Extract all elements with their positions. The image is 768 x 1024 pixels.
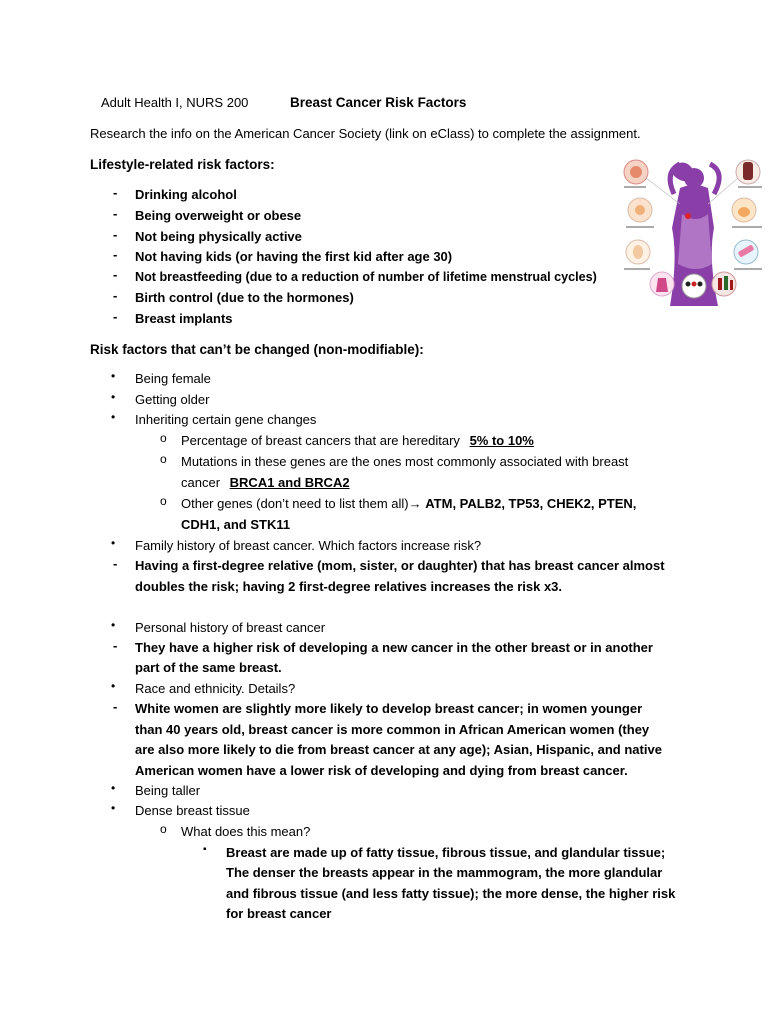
- question-text: Percentage of breast cancers that are hereditary: [181, 433, 460, 448]
- list-item: [181, 494, 636, 514]
- question-text: Personal history of breast cancer: [135, 620, 326, 635]
- answer-text: White women are slightly more likely to develop breast cancer; in women younger: [135, 701, 643, 716]
- answer-text: CDH1, and STK11: [181, 517, 291, 532]
- answer-text: part of the same breast.: [135, 660, 282, 675]
- question-text: cancer: [181, 475, 221, 490]
- answer-text: American women have a lower risk of developing and dying from breast cancer.: [135, 763, 628, 778]
- list-item: Being female: [135, 371, 211, 386]
- nonmodifiable-heading: Risk factors that can’t be changed (non-modifiable):: [90, 342, 424, 357]
- question-text: Family history of breast cancer. Which factors increase risk?: [135, 538, 482, 553]
- question-text: Other genes (don’t need to list them all): [181, 496, 409, 511]
- answer-text: BRCA1 and BRCA2: [229, 475, 350, 490]
- list-circle: o: [160, 431, 167, 445]
- question-text: Mutations in these genes are the ones most commonly associated with breast: [181, 454, 629, 469]
- answer-text: ATM, PALB2, TP53, CHEK2, PTEN,: [425, 496, 637, 511]
- list-item: Getting older: [135, 392, 210, 407]
- list-item: Birth control (due to the hormones): [135, 290, 354, 305]
- list-item: Not being physically active: [135, 229, 302, 244]
- list-bullet: •: [111, 536, 116, 550]
- answer-text: and fibrous tissue (and less fatty tissue); the more dense, the higher risk: [226, 886, 676, 901]
- answer-text: The denser the breasts appear in the mammogram, the more glandular: [226, 865, 663, 880]
- list-bullet: •: [111, 679, 116, 693]
- list-dash: -: [113, 309, 118, 324]
- answer-text: doubles the risk; having 2 first-degree relatives increases the risk x3.: [135, 579, 563, 594]
- page-title: Breast Cancer Risk Factors: [290, 95, 467, 110]
- list-circle: o: [160, 452, 167, 466]
- intro-text: Research the info on the American Cancer Society (link on eClass) to complete the assignment.: [90, 126, 641, 141]
- list-dash: -: [113, 227, 118, 242]
- list-item: Breast implants: [135, 311, 233, 326]
- list-item: [181, 473, 356, 493]
- answer-text: for breast cancer: [226, 906, 332, 921]
- list-bullet: •: [111, 390, 116, 404]
- list-item: [181, 431, 540, 451]
- arrow-icon: →: [408, 496, 422, 511]
- list-item: Dense breast tissue: [135, 803, 250, 818]
- answer-text: 5% to 10%: [469, 433, 534, 448]
- list-dash: -: [113, 699, 118, 714]
- list-item: Being taller: [135, 783, 201, 798]
- list-dash: -: [113, 247, 118, 262]
- question-text: Race and ethnicity. Details?: [135, 681, 296, 696]
- lifestyle-heading: Lifestyle-related risk factors:: [90, 157, 275, 172]
- answer-text: Having a first-degree relative (mom, sister, or daughter) that has breast cancer almost: [135, 558, 665, 573]
- list-square: ▪: [203, 844, 207, 855]
- list-bullet: •: [111, 618, 116, 632]
- list-item: Inheriting certain gene changes: [135, 412, 317, 427]
- list-bullet: •: [111, 781, 116, 795]
- list-dash: -: [113, 185, 118, 200]
- list-circle: o: [160, 494, 167, 508]
- list-dash: -: [113, 206, 118, 221]
- list-item: Not breastfeeding (due to a reduction of number of lifetime menstrual cycles): [135, 270, 597, 284]
- list-dash: -: [113, 267, 118, 282]
- course-name: Adult Health I, NURS 200: [101, 95, 249, 110]
- list-item: Drinking alcohol: [135, 187, 237, 202]
- list-bullet: •: [111, 410, 116, 424]
- answer-text: than 40 years old, breast cancer is more common in African American women (they: [135, 722, 650, 737]
- list-dash: -: [113, 288, 118, 303]
- list-dash: -: [113, 556, 118, 571]
- list-item: Not having kids (or having the first kid after age 30): [135, 249, 453, 264]
- question-text: What does this mean?: [181, 824, 311, 839]
- answer-text: Breast are made up of fatty tissue, fibrous tissue, and glandular tissue;: [226, 845, 666, 860]
- list-dash: -: [113, 638, 118, 653]
- list-bullet: •: [111, 801, 116, 815]
- list-bullet: •: [111, 369, 116, 383]
- list-circle: o: [160, 822, 167, 836]
- answer-text: are also more likely to die from breast cancer at any age); Asian, Hispanic, and native: [135, 742, 662, 757]
- risk-factors-illustration: [622, 154, 764, 306]
- list-item: Being overweight or obese: [135, 208, 302, 223]
- answer-text: They have a higher risk of developing a new cancer in the other breast or in another: [135, 640, 653, 655]
